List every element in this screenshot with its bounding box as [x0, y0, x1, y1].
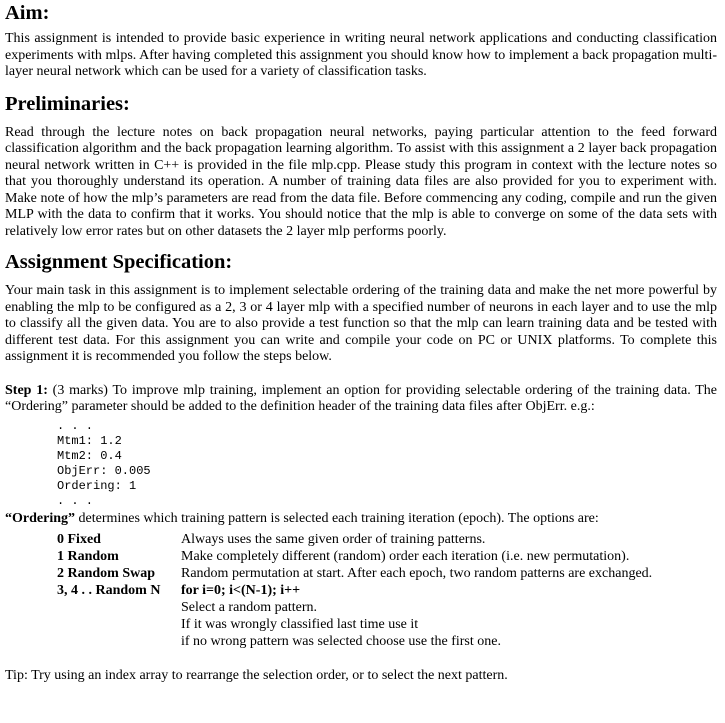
document-page — [5, 0, 717, 685]
option-row — [57, 531, 652, 548]
option-key: 1 Random — [57, 549, 119, 564]
aim-paragraph: This assignment is intended to provide basic experience in writing neural network applications and conducting classification experiments with mlps. After having completed this assignment you should know how to implement a back propagation multi-layer neural network which can be used for a variety of classification tasks. — [5, 31, 717, 79]
code-line: Ordering: 1 — [57, 478, 137, 493]
code-line: Mtm1: 1.2 — [57, 433, 122, 448]
ordering-options-table — [57, 531, 652, 650]
option-sub-line: If it was wrongly classified last time use it — [181, 617, 419, 632]
ordering-text: determines which training pattern is selected each training iteration (epoch). The options are: — [75, 510, 599, 526]
code-example — [57, 419, 717, 509]
step1-paragraph — [5, 383, 717, 416]
ordering-label: “Ordering” — [5, 510, 75, 526]
option-row — [57, 548, 652, 565]
code-line: Mtm2: 0.4 — [57, 448, 122, 463]
specification-heading: Assignment Specification: — [5, 251, 233, 273]
option-subrow — [57, 633, 652, 650]
option-sub-line: Select a random pattern. — [181, 600, 318, 615]
aim-heading: Aim: — [5, 2, 50, 24]
preliminaries-paragraph: Read through the lecture notes on back propagation neural networks, paying particular attention to the feed forward classification algorithm and the back propagation learning algorithm. To assist with this assignment a 2 layer back propagation neural network written in C++ is provided in the file mlp.cpp. Please study this program in context with the lecture notes so that you thoroughly understand its operation. A number of training data files are also provided for you to experiment with. Make note of how the mlp’s parameters are read from the data file. Before commencing any coding, compile and run the given MLP with the data to confirm that it works. You should notice that the mlp is able to converge on some of the data sets with relatively low error rates but on other datasets the 2 layer mlp performs poorly. — [5, 124, 717, 239]
preliminaries-heading: Preliminaries: — [5, 92, 130, 115]
ordering-paragraph — [5, 511, 717, 528]
option-key: 3, 4 . . Random N — [57, 583, 161, 598]
option-sub-line: if no wrong pattern was selected choose use the first one. — [181, 634, 501, 649]
option-key: 0 Fixed — [57, 532, 101, 547]
option-subrow — [57, 616, 652, 633]
code-line: . . . — [57, 418, 94, 433]
code-line: ObjErr: 0.005 — [57, 463, 151, 478]
option-row — [57, 582, 652, 599]
option-desc: Make completely different (random) order each iteration (i.e. new permutation). — [181, 549, 630, 564]
option-subrow — [57, 599, 652, 616]
option-desc: Random permutation at start. After each epoch, two random patterns are exchanged. — [181, 566, 653, 581]
option-row — [57, 565, 652, 582]
tip-paragraph: Tip: Try using an index array to rearrange the selection order, or to select the next pattern. — [5, 668, 508, 683]
option-desc: for i=0; i<(N-1); i++ — [181, 583, 301, 598]
option-desc: Always uses the same given order of training patterns. — [181, 532, 486, 547]
code-line: . . . — [57, 493, 94, 508]
step1-label: Step 1: — [5, 382, 48, 398]
step1-text: (3 marks) To improve mlp training, implement an option for providing selectable ordering of the training data. The “Ordering” parameter should be added to the definition header of the training data files after ObjErr. e.g.: — [5, 382, 717, 414]
specification-paragraph: Your main task in this assignment is to implement selectable ordering of the training data and make the net more powerful by enabling the mlp to be configured as a 2, 3 or 4 layer mlp with a specified number of neurons in each layer and to use the mlp to classify all the given data. You are to also provide a test function so that the mlp can learn training data and be tested with different test data. For this assignment you can write and compile your code on PC or UNIX platforms. To complete this assignment it is recommended you follow the steps below. — [5, 283, 717, 364]
option-key: 2 Random Swap — [57, 566, 156, 581]
